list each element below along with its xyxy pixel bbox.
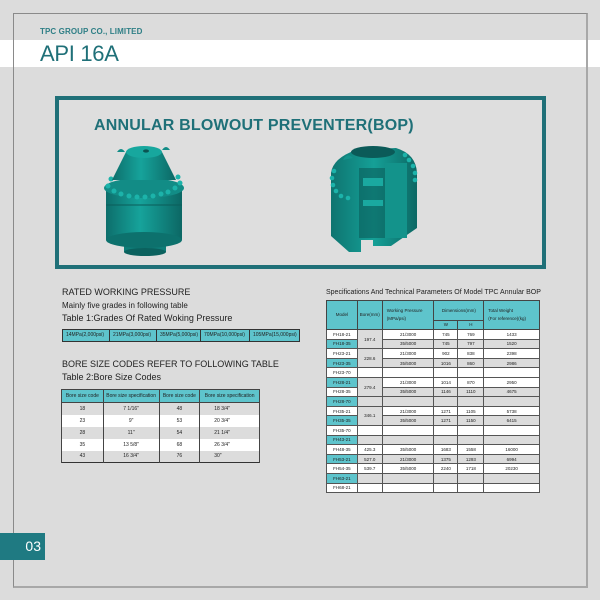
bore-table-title: Table 2:Bore Size Codes bbox=[62, 372, 162, 382]
cell-weight: 4675 bbox=[484, 387, 540, 397]
cell-weight bbox=[484, 368, 540, 378]
column-header: W bbox=[434, 321, 458, 330]
cell-wp: 35/5000 bbox=[382, 445, 434, 455]
cell-bore: 228.6 bbox=[357, 349, 382, 368]
cell-wp: 35/5000 bbox=[382, 464, 434, 474]
column-header: Bore size specification bbox=[103, 390, 159, 403]
cell: 20 3/4" bbox=[200, 415, 260, 427]
cell-bore: 527.0 bbox=[357, 454, 382, 464]
table-row bbox=[327, 454, 540, 464]
table-row bbox=[327, 349, 540, 359]
cell-wp: 21/3000 bbox=[382, 454, 434, 464]
table-row bbox=[327, 368, 540, 378]
cell-model: FH35-70 bbox=[327, 425, 358, 435]
column-header: Model bbox=[327, 301, 358, 330]
pressure-table-title: Table 1:Grades Of Rated Woking Pressure bbox=[62, 313, 233, 323]
cell-weight: 5738 bbox=[484, 406, 540, 416]
table-row bbox=[327, 473, 540, 483]
cell-bore: 346.1 bbox=[357, 406, 382, 425]
table-row bbox=[327, 483, 540, 493]
table-row bbox=[327, 425, 540, 435]
cell: 68 bbox=[159, 439, 200, 451]
product-hero-box bbox=[55, 96, 546, 269]
cell-wp bbox=[382, 397, 434, 407]
cell-w bbox=[434, 473, 458, 483]
column-header bbox=[382, 301, 434, 330]
table-row bbox=[327, 445, 540, 455]
cell: 9" bbox=[103, 415, 159, 427]
cell-w: 1014 bbox=[434, 377, 458, 387]
cell-model: FH63-21 bbox=[327, 473, 358, 483]
cell-model: FH43-21 bbox=[327, 435, 358, 445]
cell-w bbox=[434, 435, 458, 445]
cell-wp: 35/5000 bbox=[382, 339, 434, 349]
cell-bore: 425.3 bbox=[357, 445, 382, 455]
cell-bore bbox=[357, 435, 382, 445]
weight-header-unit: (For reference)(kg) bbox=[488, 316, 527, 321]
cell-h: 797 bbox=[458, 339, 484, 349]
cell-bore bbox=[357, 473, 382, 483]
column-header: H bbox=[458, 321, 484, 330]
cell-w: 1016 bbox=[434, 358, 458, 368]
cell-model: FH18-21 bbox=[327, 330, 358, 340]
cell-h: 870 bbox=[458, 377, 484, 387]
cell-w: 1271 bbox=[434, 406, 458, 416]
cell-bore bbox=[357, 397, 382, 407]
cell-model: FH28-35 bbox=[327, 387, 358, 397]
cell-weight: 2950 bbox=[484, 377, 540, 387]
cell-weight bbox=[484, 397, 540, 407]
cell-h: 1293 bbox=[458, 454, 484, 464]
cell-w: 1683 bbox=[434, 445, 458, 455]
weight-header-label: Total Weight bbox=[488, 308, 513, 313]
cell-h bbox=[458, 483, 484, 493]
cell-h bbox=[458, 435, 484, 445]
cell-wp: 35/5000 bbox=[382, 387, 434, 397]
column-header: Bore size code bbox=[159, 390, 200, 403]
table-row bbox=[327, 397, 540, 407]
cell-h: 769 bbox=[458, 330, 484, 340]
cell: 13 5/8" bbox=[103, 439, 159, 451]
cell: 43 bbox=[62, 451, 104, 463]
cell-bore bbox=[357, 483, 382, 493]
cell-model: FH35-35 bbox=[327, 416, 358, 426]
cell-wp bbox=[382, 368, 434, 378]
table-row bbox=[327, 406, 540, 416]
bore-heading: BORE SIZE CODES REFER TO FOLLOWING TABLE bbox=[62, 359, 279, 369]
cell-h bbox=[458, 368, 484, 378]
cell-weight bbox=[484, 483, 540, 493]
cell-w bbox=[434, 368, 458, 378]
cell-w: 745 bbox=[434, 330, 458, 340]
cell: 7 1/16" bbox=[103, 403, 159, 415]
cell: 21 1/4" bbox=[200, 427, 260, 439]
cell-bore: 539.7 bbox=[357, 464, 382, 474]
cell-wp: 21/3000 bbox=[382, 330, 434, 340]
cell-model: FH28-21 bbox=[327, 377, 358, 387]
specs-table-title: Specifications And Technical Parameters Of Model TPC Annular BOP bbox=[326, 289, 541, 296]
cell-model: FH23-70 bbox=[327, 368, 358, 378]
cell: 35 bbox=[62, 439, 104, 451]
pressure-subtitle: Mainly five grades in following table bbox=[62, 301, 188, 310]
column-header bbox=[484, 301, 540, 330]
cell: 53 bbox=[159, 415, 200, 427]
cell: 76 bbox=[159, 451, 200, 463]
table-row bbox=[62, 439, 260, 451]
cell: 48 bbox=[159, 403, 200, 415]
cell-w bbox=[434, 397, 458, 407]
cell-model: FH68-21 bbox=[327, 483, 358, 493]
pressure-grade: 35MPa(5,000psi) bbox=[157, 330, 201, 341]
company-name: TPC GROUP CO., LIMITED bbox=[40, 27, 143, 36]
wp-header-label: Working Pressure bbox=[386, 308, 423, 313]
page-title: API 16A bbox=[40, 41, 119, 66]
frame-edge bbox=[586, 40, 588, 67]
cell-model: FH28-70 bbox=[327, 397, 358, 407]
column-header: Bore(mm) bbox=[357, 301, 382, 330]
cell-wp: 35/5000 bbox=[382, 416, 434, 426]
cell-bore: 279.4 bbox=[357, 377, 382, 396]
pressure-grades-table bbox=[62, 329, 300, 342]
cell-h: 1150 bbox=[458, 416, 484, 426]
cell-weight: 6994 bbox=[484, 454, 540, 464]
cell-model: FH23-21 bbox=[327, 349, 358, 359]
pressure-grade: 14MPa(2,000psi) bbox=[63, 330, 110, 341]
cell-wp: 35/5000 bbox=[382, 358, 434, 368]
pressure-heading: RATED WORKING PRESSURE bbox=[62, 287, 191, 297]
cell: 23 bbox=[62, 415, 104, 427]
table-row bbox=[327, 464, 540, 474]
column-header: Bore size specification bbox=[200, 390, 260, 403]
cell-wp: 21/3000 bbox=[382, 377, 434, 387]
cell-wp: 21/3000 bbox=[382, 349, 434, 359]
cell-w: 1271 bbox=[434, 416, 458, 426]
frame-edge bbox=[13, 40, 14, 67]
cell-h: 838 bbox=[458, 349, 484, 359]
cell: 18 3/4" bbox=[200, 403, 260, 415]
cell-w bbox=[434, 425, 458, 435]
specs-table bbox=[326, 300, 540, 493]
cell-h bbox=[458, 397, 484, 407]
cell-h: 860 bbox=[458, 358, 484, 368]
cell-bore bbox=[357, 368, 382, 378]
cell-weight bbox=[484, 473, 540, 483]
cell-h bbox=[458, 425, 484, 435]
cell-h: 1558 bbox=[458, 445, 484, 455]
cell-model: FH18-35 bbox=[327, 339, 358, 349]
cell-w: 1146 bbox=[434, 387, 458, 397]
product-title: ANNULAR BLOWOUT PREVENTER(BOP) bbox=[94, 117, 414, 134]
page-number: 03 bbox=[0, 533, 45, 560]
cell-weight: 6415 bbox=[484, 416, 540, 426]
cell-wp bbox=[382, 483, 434, 493]
cell-wp bbox=[382, 425, 434, 435]
table-row bbox=[62, 403, 260, 415]
cell-weight: 16000 bbox=[484, 445, 540, 455]
cell-model: FH53-21 bbox=[327, 454, 358, 464]
table-row bbox=[327, 330, 540, 340]
cell-model: FH35-21 bbox=[327, 406, 358, 416]
bop-exterior-image bbox=[94, 130, 194, 260]
cell-h: 1105 bbox=[458, 406, 484, 416]
cell-weight: 1433 bbox=[484, 330, 540, 340]
cell-weight: 20230 bbox=[484, 464, 540, 474]
cell-bore bbox=[357, 425, 382, 435]
cell: 11" bbox=[103, 427, 159, 439]
column-header: Dimensions(mm) bbox=[434, 301, 484, 321]
cell-weight bbox=[484, 435, 540, 445]
cell: 18 bbox=[62, 403, 104, 415]
cell-model: FH23-35 bbox=[327, 358, 358, 368]
column-header: Bore size code bbox=[62, 390, 104, 403]
cell: 30" bbox=[200, 451, 260, 463]
cell-w: 745 bbox=[434, 339, 458, 349]
cell-w bbox=[434, 483, 458, 493]
cell: 54 bbox=[159, 427, 200, 439]
cell-weight bbox=[484, 425, 540, 435]
cell-w: 902 bbox=[434, 349, 458, 359]
table-row bbox=[62, 451, 260, 463]
cell-model: FH54-35 bbox=[327, 464, 358, 474]
cell: 16 3/4" bbox=[103, 451, 159, 463]
wp-header-unit: (MPa/psi) bbox=[386, 316, 407, 321]
cell-h: 1110 bbox=[458, 387, 484, 397]
table-row bbox=[62, 427, 260, 439]
pressure-grade: 21MPa(3,000psi) bbox=[110, 330, 157, 341]
bore-size-table bbox=[61, 389, 260, 463]
cell-weight: 2398 bbox=[484, 349, 540, 359]
cell: 28 bbox=[62, 427, 104, 439]
table-row bbox=[62, 415, 260, 427]
cell-h: 1718 bbox=[458, 464, 484, 474]
cell-wp bbox=[382, 435, 434, 445]
cell-weight: 1520 bbox=[484, 339, 540, 349]
cell-bore: 197.4 bbox=[357, 330, 382, 349]
cell-model: FH48-35 bbox=[327, 445, 358, 455]
pressure-grade: 70MPa(10,000psi) bbox=[201, 330, 250, 341]
cell-weight: 2986 bbox=[484, 358, 540, 368]
table-row bbox=[327, 377, 540, 387]
cell-wp: 21/3000 bbox=[382, 406, 434, 416]
cell: 26 3/4" bbox=[200, 439, 260, 451]
bop-cutaway-image bbox=[321, 128, 431, 258]
cell-h bbox=[458, 473, 484, 483]
table-row bbox=[327, 435, 540, 445]
pressure-grade: 105MPa(15,000psi) bbox=[253, 332, 297, 338]
cell-w: 2240 bbox=[434, 464, 458, 474]
cell-wp bbox=[382, 473, 434, 483]
cell-w: 1375 bbox=[434, 454, 458, 464]
